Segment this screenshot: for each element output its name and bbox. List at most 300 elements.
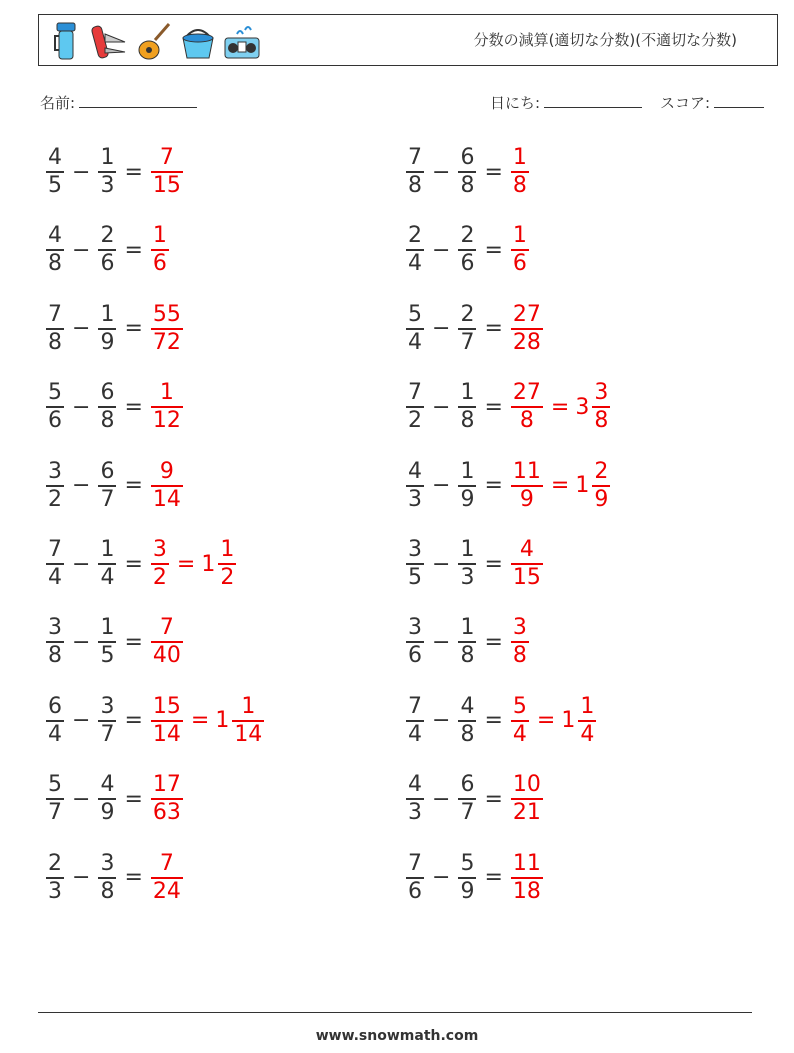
minus-sign: − (72, 551, 91, 577)
footer-divider (38, 1012, 752, 1013)
denominator: 3 (48, 878, 62, 904)
denominator: 14 (152, 721, 181, 747)
problem-item (404, 297, 545, 361)
numerator: 7 (159, 615, 174, 641)
numerator: 1 (460, 380, 475, 406)
answer-fraction (151, 774, 183, 824)
problem-item (404, 610, 531, 674)
numerator: 7 (48, 301, 62, 327)
denominator: 4 (580, 721, 595, 747)
problem-item (404, 532, 545, 596)
answer (509, 301, 545, 355)
subtrahend-fraction (458, 693, 476, 747)
denominator: 8 (100, 878, 115, 904)
numerator: 1 (100, 145, 115, 170)
mixed-whole: 1 (215, 708, 230, 734)
denominator: 40 (152, 643, 181, 669)
answer-fraction (511, 225, 529, 275)
answer (509, 850, 545, 904)
answer (509, 693, 598, 747)
minuend-fraction (406, 382, 424, 432)
answer-fraction (151, 693, 183, 747)
denominator: 6 (152, 251, 167, 277)
answer-fraction (511, 458, 543, 512)
answer (149, 301, 185, 355)
minuend-fraction (406, 147, 424, 197)
answer-fraction (151, 147, 183, 197)
denominator: 15 (152, 173, 181, 198)
numerator: 4 (408, 772, 422, 798)
problem-item (44, 767, 185, 831)
guitar-icon (135, 20, 173, 62)
minuend-fraction (406, 693, 424, 747)
name-field[interactable] (40, 92, 197, 113)
denominator: 5 (48, 173, 62, 198)
numerator: 6 (460, 145, 475, 170)
denominator: 12 (152, 408, 181, 434)
denominator: 8 (460, 408, 475, 434)
denominator: 4 (48, 721, 62, 747)
answer-fraction (151, 301, 183, 355)
problem-item (404, 218, 531, 282)
minuend-fraction (406, 850, 424, 904)
minus-sign: − (72, 159, 91, 185)
equals-sign: = (484, 159, 503, 185)
denominator: 18 (512, 878, 541, 904)
answer (149, 147, 185, 197)
mixed-fraction (592, 458, 610, 512)
numerator: 5 (48, 772, 62, 798)
numerator: 5 (512, 693, 527, 719)
denominator: 4 (100, 565, 115, 590)
date-field[interactable] (490, 92, 642, 113)
equals-sign: = (484, 786, 503, 812)
numerator: 3 (100, 693, 115, 719)
denominator: 3 (100, 173, 115, 198)
numerator: 1 (460, 458, 475, 484)
minuend-fraction (46, 850, 64, 904)
subtrahend-fraction (458, 539, 476, 589)
subtrahend-fraction (458, 774, 476, 824)
answer (149, 382, 185, 432)
numerator: 7 (159, 145, 174, 170)
answer (149, 458, 185, 512)
equals-sign: = (124, 394, 143, 420)
name-line (79, 93, 197, 108)
equals-sign: = (124, 316, 143, 342)
numerator: 1 (460, 537, 475, 562)
answer-fraction (511, 382, 543, 432)
subtrahend-fraction (98, 693, 116, 747)
equals-sign: = (124, 786, 143, 812)
mixed-fraction (218, 539, 236, 589)
answer (149, 850, 185, 904)
denominator: 2 (408, 408, 422, 434)
problem-item (404, 689, 598, 753)
subtrahend-fraction (98, 617, 116, 667)
answer-fraction (151, 539, 169, 589)
minus-sign: − (432, 551, 451, 577)
equals-sign: = (484, 237, 503, 263)
subtrahend-fraction (458, 458, 476, 512)
problem-item (44, 297, 185, 361)
answer (149, 693, 266, 747)
numerator: 2 (100, 223, 115, 249)
mixed-whole: 1 (561, 708, 576, 734)
score-label: スコア: (660, 94, 711, 112)
problem-item (44, 846, 185, 910)
denominator: 4 (408, 329, 422, 355)
answer-fraction (511, 617, 529, 667)
denominator: 9 (460, 878, 475, 904)
numerator: 5 (48, 380, 62, 406)
minuend-fraction (406, 458, 424, 512)
equals-sign: = (124, 551, 143, 577)
numerator: 1 (159, 380, 174, 406)
denominator: 7 (460, 800, 475, 826)
bucket-icon (179, 20, 217, 62)
denominator: 2 (152, 565, 167, 590)
answer-fraction (511, 147, 529, 197)
minus-sign: − (72, 473, 91, 499)
numerator: 6 (100, 458, 115, 484)
numerator: 1 (460, 615, 475, 641)
answer (509, 225, 531, 275)
problem-item (404, 846, 545, 910)
equals-sign: = (124, 865, 143, 891)
numerator: 4 (460, 693, 475, 719)
answer-fraction (511, 539, 543, 589)
subtrahend-fraction (98, 147, 116, 197)
equals-sign: = (536, 708, 556, 734)
minuend-fraction (46, 382, 64, 432)
pocket-knife-icon (91, 20, 129, 62)
minus-sign: − (432, 159, 451, 185)
denominator: 2 (220, 565, 235, 590)
subtrahend-fraction (98, 225, 116, 275)
minuend-fraction (46, 617, 64, 667)
equals-sign: = (484, 629, 503, 655)
numerator: 6 (100, 380, 115, 406)
denominator: 14 (152, 486, 181, 512)
equals-sign: = (484, 551, 503, 577)
problem-item (44, 532, 238, 596)
numerator: 27 (512, 301, 541, 327)
minus-sign: − (432, 629, 451, 655)
subtrahend-fraction (98, 382, 116, 432)
minus-sign: − (432, 394, 451, 420)
minus-sign: − (432, 316, 451, 342)
denominator: 6 (408, 878, 422, 904)
subtrahend-fraction (98, 301, 116, 355)
denominator: 14 (234, 721, 263, 747)
problem-item (44, 140, 185, 204)
equals-sign: = (484, 708, 503, 734)
minus-sign: − (432, 865, 451, 891)
numerator: 2 (460, 223, 475, 249)
boombox-icon (223, 20, 261, 62)
denominator: 72 (152, 329, 181, 355)
subtrahend-fraction (458, 147, 476, 197)
problem-item (404, 767, 545, 831)
numerator: 1 (100, 615, 115, 641)
equals-sign: = (124, 237, 143, 263)
answer-fraction (151, 617, 183, 667)
denominator: 6 (100, 251, 115, 277)
denominator: 4 (48, 565, 62, 590)
equals-sign: = (484, 865, 503, 891)
mixed-whole: 3 (575, 394, 590, 420)
denominator: 9 (519, 486, 534, 512)
numerator: 4 (100, 772, 115, 798)
numerator: 6 (460, 772, 475, 798)
subtrahend-fraction (458, 382, 476, 432)
minuend-fraction (46, 147, 64, 197)
mixed-fraction (592, 382, 610, 432)
denominator: 3 (460, 565, 475, 590)
minus-sign: − (432, 708, 451, 734)
thermos-icon (47, 20, 85, 62)
numerator: 1 (100, 537, 115, 562)
equals-sign: = (124, 629, 143, 655)
denominator: 5 (100, 643, 115, 669)
worksheet-title: 分数の減算(適切な分数)(不適切な分数) (473, 31, 737, 49)
numerator: 2 (594, 458, 609, 484)
minuend-fraction (406, 617, 424, 667)
denominator: 3 (408, 800, 422, 826)
denominator: 8 (460, 173, 475, 198)
denominator: 6 (512, 251, 527, 277)
subtrahend-fraction (98, 539, 116, 589)
answer-fraction (511, 301, 543, 355)
numerator: 1 (152, 223, 167, 249)
denominator: 7 (100, 721, 115, 747)
name-label: 名前: (40, 94, 76, 112)
minus-sign: − (72, 865, 91, 891)
subtrahend-fraction (98, 458, 116, 512)
answer (149, 225, 171, 275)
answer (149, 617, 185, 667)
denominator: 7 (100, 486, 115, 512)
equals-sign: = (484, 316, 503, 342)
answer (509, 382, 612, 432)
problem-item (44, 610, 185, 674)
equals-sign: = (124, 159, 143, 185)
numerator: 3 (408, 615, 422, 641)
numerator: 5 (408, 301, 422, 327)
minus-sign: − (72, 394, 91, 420)
denominator: 28 (512, 329, 541, 355)
problem-item (44, 218, 171, 282)
minuend-fraction (46, 458, 64, 512)
numerator: 3 (100, 850, 115, 876)
answer (149, 774, 185, 824)
numerator: 2 (460, 301, 475, 327)
equals-sign: = (484, 473, 503, 499)
equals-sign: = (484, 394, 503, 420)
numerator: 1 (512, 223, 527, 249)
denominator: 9 (100, 329, 115, 355)
minus-sign: − (72, 629, 91, 655)
numerator: 3 (408, 537, 422, 562)
numerator: 2 (48, 850, 62, 876)
denominator: 6 (460, 251, 475, 277)
answer (509, 617, 531, 667)
answer (149, 539, 238, 589)
denominator: 63 (152, 800, 181, 826)
answer (509, 458, 612, 512)
numerator: 3 (48, 458, 62, 484)
minus-sign: − (72, 786, 91, 812)
subtrahend-fraction (98, 850, 116, 904)
equals-sign: = (124, 708, 143, 734)
numerator: 7 (408, 850, 422, 876)
equals-sign: = (190, 708, 210, 734)
numerator: 3 (48, 615, 62, 641)
numerator: 3 (594, 380, 609, 406)
minus-sign: − (72, 237, 91, 263)
equals-sign: = (550, 394, 570, 420)
denominator: 9 (460, 486, 475, 512)
numerator: 10 (512, 772, 541, 798)
answer-fraction (511, 693, 529, 747)
minuend-fraction (46, 539, 64, 589)
answer-fraction (151, 850, 183, 904)
denominator: 4 (408, 721, 422, 747)
numerator: 7 (48, 537, 62, 562)
mixed-fraction (232, 693, 264, 747)
numerator: 1 (512, 145, 527, 170)
answer (509, 539, 545, 589)
denominator: 2 (48, 486, 62, 512)
denominator: 15 (512, 565, 541, 590)
equals-sign: = (176, 551, 196, 577)
subtrahend-fraction (458, 225, 476, 275)
numerator: 4 (48, 145, 62, 170)
denominator: 8 (460, 721, 475, 747)
numerator: 7 (408, 145, 422, 170)
numerator: 7 (159, 850, 174, 876)
minuend-fraction (46, 225, 64, 275)
equals-sign: = (124, 473, 143, 499)
denominator: 9 (594, 486, 609, 512)
numerator: 2 (408, 223, 422, 249)
footer-url: www.snowmath.com (315, 1028, 479, 1044)
denominator: 8 (100, 408, 115, 434)
numerator: 11 (512, 850, 541, 876)
problem-item (404, 454, 612, 518)
minus-sign: − (432, 473, 451, 499)
denominator: 8 (594, 408, 609, 434)
numerator: 15 (152, 693, 181, 719)
mixed-whole: 1 (575, 473, 590, 499)
denominator: 7 (460, 329, 475, 355)
numerator: 1 (100, 301, 115, 327)
answer-fraction (511, 774, 543, 824)
numerator: 1 (220, 537, 235, 562)
date-line (544, 93, 642, 108)
numerator: 3 (512, 615, 527, 641)
denominator: 6 (408, 643, 422, 669)
denominator: 5 (408, 565, 422, 590)
problem-item (44, 375, 185, 439)
minuend-fraction (406, 774, 424, 824)
denominator: 9 (100, 800, 115, 826)
mixed-fraction (578, 693, 596, 747)
numerator: 5 (460, 850, 475, 876)
denominator: 4 (512, 721, 527, 747)
minuend-fraction (46, 693, 64, 747)
answer (509, 774, 545, 824)
minus-sign: − (432, 786, 451, 812)
numerator: 4 (408, 458, 422, 484)
date-label: 日にち: (490, 94, 541, 112)
answer-fraction (151, 382, 183, 432)
denominator: 8 (48, 251, 62, 277)
numerator: 1 (241, 693, 256, 719)
numerator: 9 (159, 458, 174, 484)
subtrahend-fraction (458, 850, 476, 904)
answer-fraction (151, 225, 169, 275)
numerator: 3 (152, 537, 167, 562)
denominator: 8 (519, 408, 534, 434)
denominator: 8 (512, 643, 527, 669)
denominator: 21 (512, 800, 541, 826)
denominator: 8 (512, 173, 527, 198)
problem-item (404, 375, 612, 439)
denominator: 8 (48, 329, 62, 355)
numerator: 17 (152, 772, 181, 798)
subtrahend-fraction (458, 617, 476, 667)
numerator: 1 (580, 693, 595, 719)
subtrahend-fraction (98, 774, 116, 824)
numerator: 4 (519, 537, 534, 562)
mixed-whole: 1 (201, 551, 216, 577)
numerator: 4 (48, 223, 62, 249)
score-field[interactable] (660, 92, 764, 113)
answer-fraction (151, 458, 183, 512)
answer-fraction (511, 850, 543, 904)
denominator: 4 (408, 251, 422, 277)
worksheet-header (38, 14, 778, 66)
numerator: 11 (512, 458, 541, 484)
minuend-fraction (46, 774, 64, 824)
numerator: 6 (48, 693, 62, 719)
minus-sign: − (72, 708, 91, 734)
denominator: 8 (460, 643, 475, 669)
numerator: 7 (408, 693, 422, 719)
minus-sign: − (432, 237, 451, 263)
problem-item (44, 689, 266, 753)
problem-item (404, 140, 531, 204)
score-line (714, 93, 764, 108)
denominator: 24 (152, 878, 181, 904)
numerator: 27 (512, 380, 541, 406)
minuend-fraction (406, 301, 424, 355)
minuend-fraction (46, 301, 64, 355)
denominator: 8 (48, 643, 62, 669)
denominator: 3 (408, 486, 422, 512)
numerator: 7 (408, 380, 422, 406)
subtrahend-fraction (458, 301, 476, 355)
problem-item (44, 454, 185, 518)
denominator: 8 (408, 173, 422, 198)
denominator: 6 (48, 408, 62, 434)
minus-sign: − (72, 316, 91, 342)
header-icons (47, 20, 261, 62)
answer (509, 147, 531, 197)
numerator: 55 (152, 301, 181, 327)
